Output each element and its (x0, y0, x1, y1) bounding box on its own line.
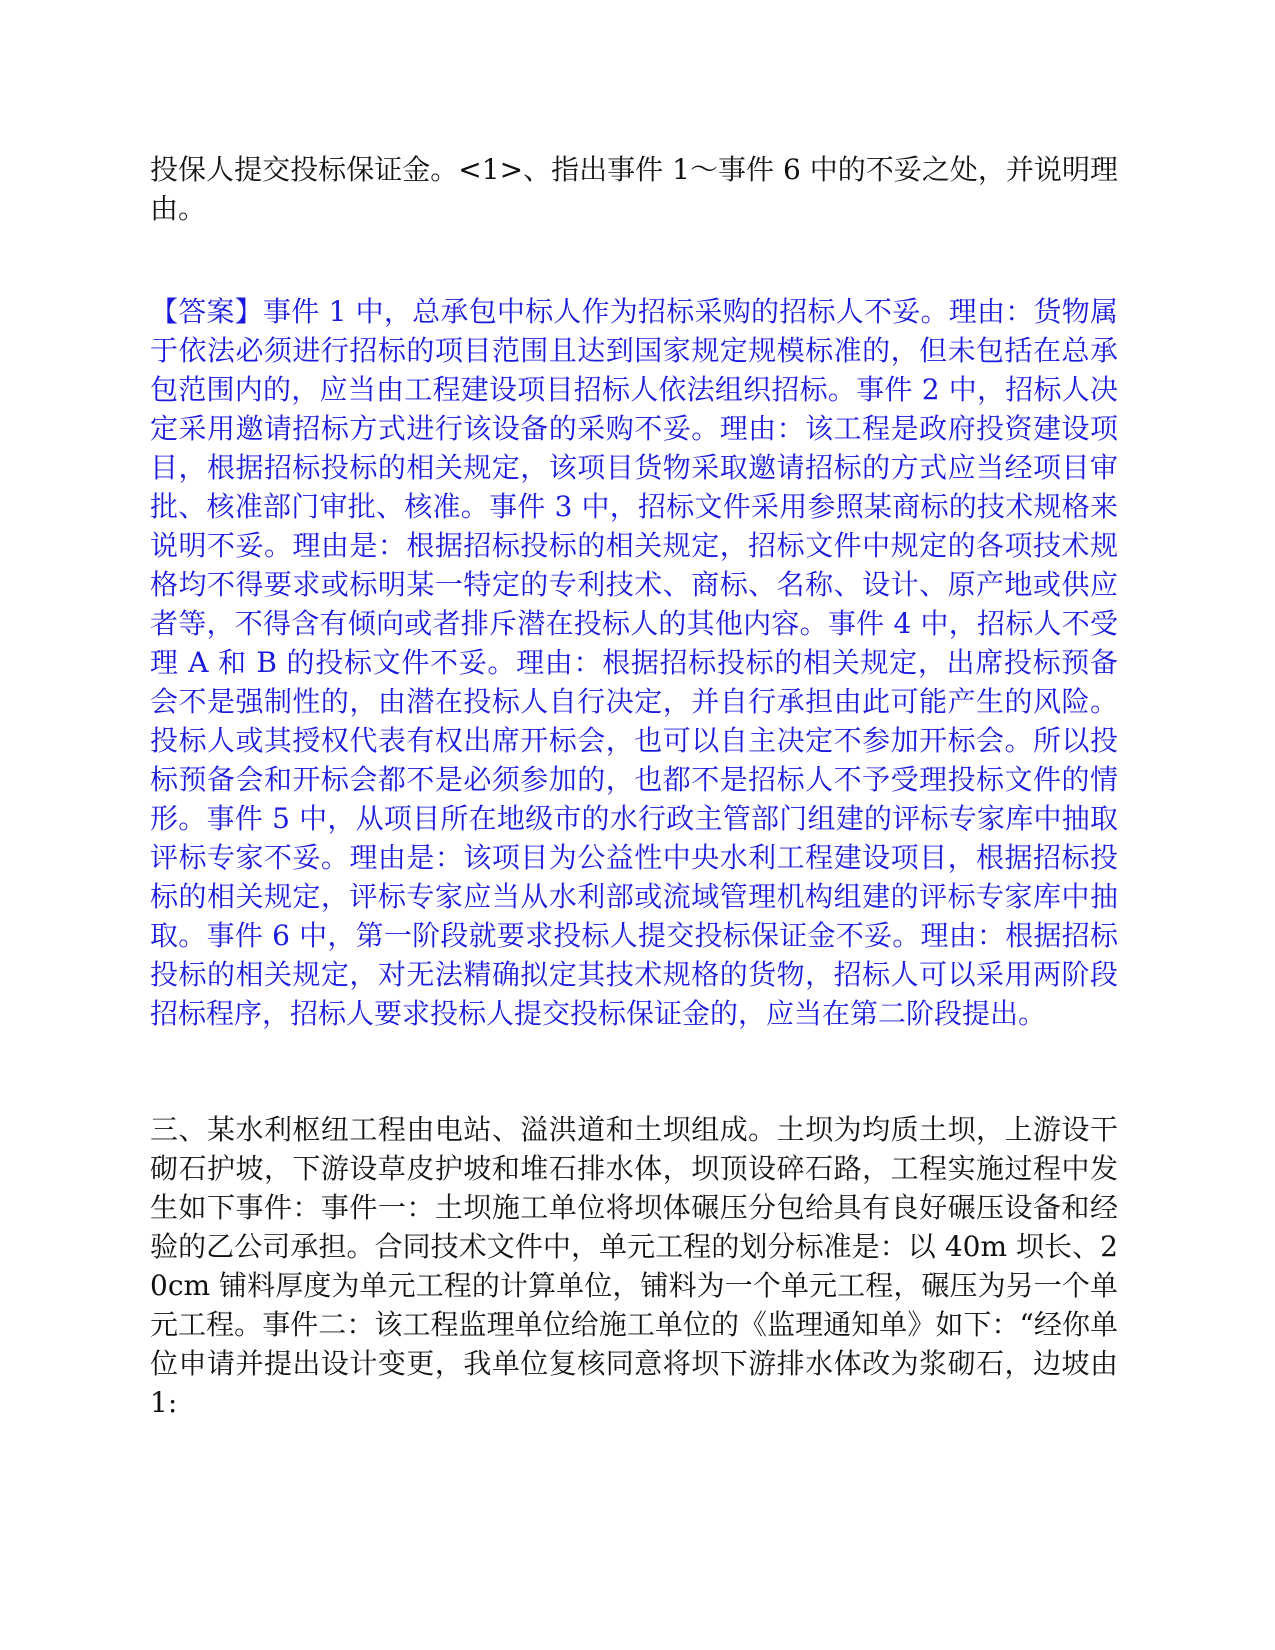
answer-paragraph: 【答案】事件 1 中，总承包中标人作为招标采购的招标人不妥。理由：货物属于依法必须进行招标的项目范围且达到国家规定规模标准的，但未包括在总承包范围内的，应当由工程建设项目招标人依法组织招标。事件 2 中，招标人决定采用邀请招标方式进行该设备的采购不妥。理由：该工程是政府投资建设项目，根据招标投标的相关规定，该项目货物采取邀请招标的方式应当经项目审批、核准部门审批、核准。事件 3 中，招标文件采用参照某商标的技术规格来说明不妥。理由是：根据招标投标的相关规定，招标文件中规定的各项技术规格均不得要求或标明某一特定的专利技术、商标、名称、设计、原产地或供应者等，不得含有倾向或者排斥潜在投标人的其他内容。事件 4 中，招标人不受理 A 和 B 的投标文件不妥。理由：根据招标投标的相关规定，出席投标预备会不是强制性的，由潜在投标人自行决定，并自行承担由此可能产生的风险。投标人或其授权代表有权出席开标会，也可以自主决定不参加开标会。所以投标预备会和开标会都不是必须参加的，也都不是招标人不予受理投标文件的情形。事件 5 中，从项目所在地级市的水行政主管部门组建的评标专家库中抽取评标专家不妥。理由是：该项目为公益性中央水利工程建设项目，根据招标投标的相关规定，评标专家应当从水利部或流域管理机构组建的评标专家库中抽取。事件 6 中，第一阶段就要求投标人提交投标保证金不妥。理由：根据招标投标的相关规定，对无法精确拟定其技术规格的货物，招标人可以采用两阶段招标程序，招标人要求投标人提交投标保证金的，应当在第二阶段提出。 (150, 295, 1118, 1030)
next-question-paragraph: 三、某水利枢纽工程由电站、溢洪道和土坝组成。土坝为均质土坝，上游设干砌石护坡，下游设草皮护坡和堆石排水体，坝顶设碎石路，工程实施过程中发生如下事件：事件一：土坝施工单位将坝体碾压分包给具有良好碾压设备和经验的乙公司承担。合同技术文件中，单元工程的划分标准是：以 40m 坝长、20cm 铺料厚度为单元工程的计算单位，铺料为一个单元工程，碾压为另一个单元工程。事件二：该工程监理单位给施工单位的《监理通知单》如下：“经你单位申请并提出设计变更，我单位复核同意将坝下游排水体改为浆砌石，边坡由 1: (150, 1113, 1118, 1419)
question-paragraph: 投保人提交投标保证金。<1>、指出事件 1～事件 6 中的不妥之处，并说明理由。 (150, 153, 1118, 225)
